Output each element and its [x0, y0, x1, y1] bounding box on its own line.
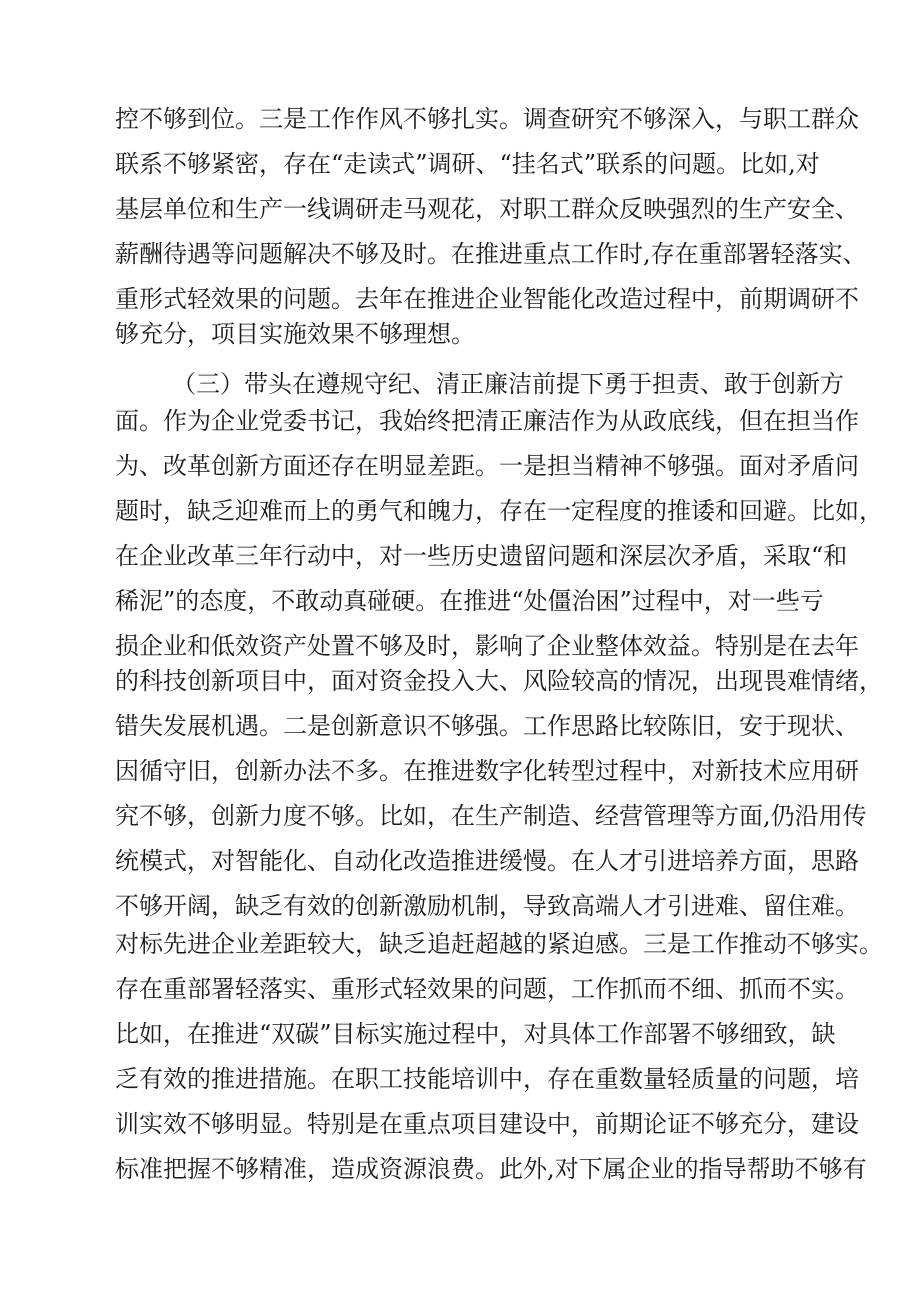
section-heading-line: （三）带头在遵规守纪、清正廉洁前提下勇于担责、敢于创新方: [172, 370, 844, 398]
text-line: 稀泥”的态度，不敢动真碰硬。在推进“处僵治困”过程中，对一些亏: [115, 587, 824, 615]
text-line: 损企业和低效资产处置不够及时，影响了企业整体效益。特别是在去年: [115, 632, 859, 660]
text-line: 控不够到位。三是工作作风不够扎实。调查研究不够深入，与职工群众: [115, 105, 859, 133]
text-line: 比如，在推进“双碳”目标实施过程中，对具体工作部署不够细致，缺: [115, 1020, 836, 1048]
text-line: 的科技创新项目中，面对资金投入大、风险较高的情况，出现畏难情绪，: [115, 667, 883, 695]
text-line: 重形式轻效果的问题。去年在推进企业智能化改造过程中，前期调研不: [115, 285, 859, 313]
text-line: 存在重部署轻落实、重形式轻效果的问题，工作抓而不细、抓而不实。: [115, 975, 859, 1003]
text-line: 因循守旧，创新办法不多。在推进数字化转型过程中，对新技术应用研: [115, 757, 859, 785]
text-line: 对标先进企业差距较大，缺乏追赶超越的紧迫感。三是工作推动不够实。: [115, 930, 883, 958]
text-line: 乏有效的推进措施。在职工技能培训中，存在重数量轻质量的问题，培: [115, 1065, 859, 1093]
text-line: 错失发展机遇。二是创新意识不够强。工作思路比较陈旧，安于现状、: [115, 712, 859, 740]
text-line: 题时，缺乏迎难而上的勇气和魄力，存在一定程度的推诿和回避。比如，: [115, 497, 883, 525]
text-line: 统模式，对智能化、自动化改造推进缓慢。在人才引进培养方面，思路: [115, 847, 859, 875]
text-line: 薪酬待遇等问题解决不够及时。在推进重点工作时,存在重部署轻落实、: [115, 240, 867, 268]
text-line: 面。作为企业党委书记，我始终把清正廉洁作为从政底线，但在担当作: [115, 407, 859, 435]
text-line: 联系不够紧密，存在“走读式”调研、“挂名式”联系的问题。比如,对: [115, 150, 820, 178]
text-line: 基层单位和生产一线调研走马观花，对职工群众反映强烈的生产安全、: [115, 195, 859, 223]
text-line: 标准把握不够精准，造成资源浪费。此外,对下属企业的指导帮助不够有: [115, 1155, 867, 1183]
text-line: 为、改革创新方面还存在明显差距。一是担当精神不够强。面对矛盾问: [115, 452, 859, 480]
text-line: 不够开阔，缺乏有效的创新激励机制，导致高端人才引进难、留住难。: [115, 892, 859, 920]
text-line: 在企业改革三年行动中，对一些历史遗留问题和深层次矛盾，采取“和: [115, 542, 848, 570]
text-line: 究不够，创新力度不够。比如，在生产制造、经营管理等方面,仍沿用传: [115, 802, 867, 830]
text-line: 训实效不够明显。特别是在重点项目建设中，前期论证不够充分，建设: [115, 1110, 859, 1138]
text-line: 够充分，项目实施效果不够理想。: [115, 320, 475, 348]
